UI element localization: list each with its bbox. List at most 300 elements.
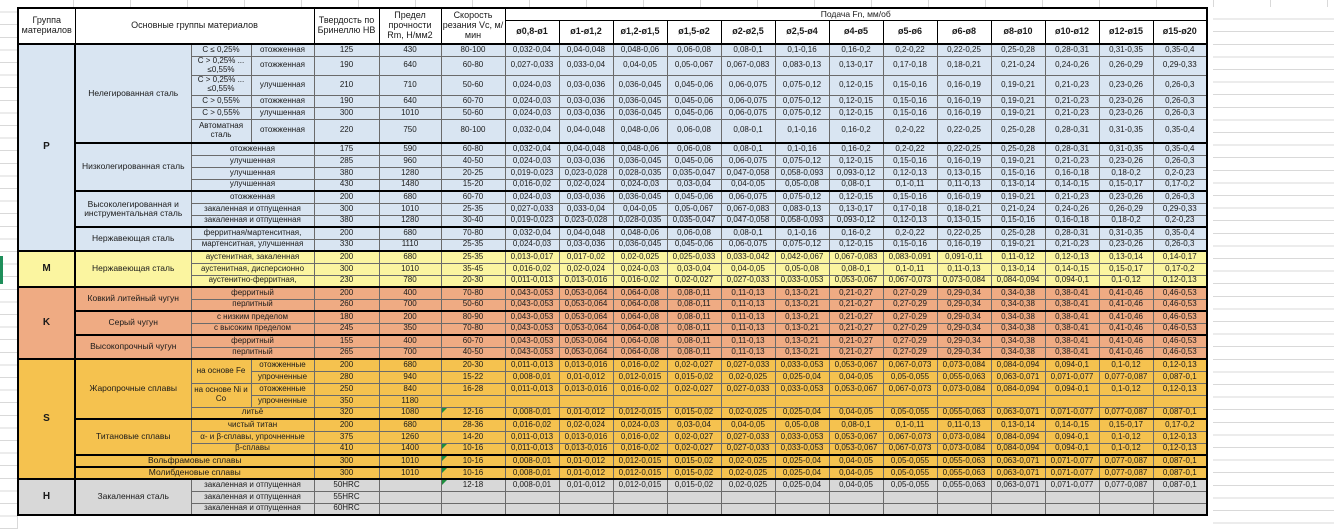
material-condition-cell[interactable]: ферритная/мартенситная,: [191, 227, 314, 239]
feed-cell[interactable]: [775, 395, 829, 407]
feed-cell[interactable]: 0,05-0,055: [883, 467, 937, 479]
feed-cell[interactable]: [559, 395, 613, 407]
feed-cell[interactable]: 0,067-0,083: [721, 203, 775, 215]
feed-cell[interactable]: [559, 503, 613, 515]
feed-cell[interactable]: 0,15-0,16: [883, 107, 937, 119]
feed-cell[interactable]: 0,21-0,24: [991, 56, 1045, 75]
feed-cell[interactable]: 0,08-0,1: [829, 419, 883, 431]
feed-cell[interactable]: 0,1-0,12: [1099, 443, 1153, 455]
material-condition-cell[interactable]: отожженные: [251, 359, 314, 371]
feed-cell[interactable]: 0,21-0,23: [1045, 191, 1099, 203]
group-letter-cell[interactable]: P: [18, 44, 75, 251]
feed-cell[interactable]: 0,12-0,15: [829, 191, 883, 203]
feed-cell[interactable]: 0,073-0,084: [937, 275, 991, 287]
feed-cell[interactable]: 0,26-0,29: [1099, 203, 1153, 215]
feed-cell[interactable]: 0,048-0,06: [613, 227, 667, 239]
feed-cell[interactable]: 0,08-0,11: [667, 299, 721, 311]
hardness-cell[interactable]: 200: [314, 359, 379, 371]
feed-cell[interactable]: 0,03-0,036: [559, 75, 613, 95]
feed-cell[interactable]: 0,036-0,045: [613, 95, 667, 107]
feed-cell[interactable]: 0,13-0,14: [991, 419, 1045, 431]
feed-cell[interactable]: [505, 503, 559, 515]
feed-cell[interactable]: 0,016-0,02: [613, 359, 667, 371]
feed-cell[interactable]: 0,043-0,053: [505, 335, 559, 347]
feed-cell[interactable]: 0,024-0,03: [613, 179, 667, 191]
feed-cell[interactable]: 0,29-0,34: [937, 311, 991, 323]
speed-cell[interactable]: 60-80: [441, 56, 505, 75]
feed-cell[interactable]: 0,073-0,084: [937, 383, 991, 395]
feed-cell[interactable]: 0,38-0,41: [1045, 311, 1099, 323]
feed-cell[interactable]: 0,08-0,11: [667, 347, 721, 359]
feed-cell[interactable]: 0,045-0,06: [667, 75, 721, 95]
feed-cell[interactable]: 0,04-0,05: [829, 467, 883, 479]
material-condition-cell[interactable]: улучшенная: [191, 155, 314, 167]
feed-cell[interactable]: 0,11-0,13: [721, 347, 775, 359]
feed-cell[interactable]: 0,048-0,06: [613, 44, 667, 56]
feed-cell[interactable]: 0,063-0,071: [991, 479, 1045, 491]
feed-cell[interactable]: 0,19-0,21: [991, 155, 1045, 167]
material-condition-cell[interactable]: ферритный: [191, 287, 314, 299]
feed-cell[interactable]: 0,19-0,21: [991, 95, 1045, 107]
feed-cell[interactable]: 0,35-0,4: [1153, 44, 1207, 56]
feed-cell[interactable]: 0,094-0,1: [1045, 431, 1099, 443]
feed-cell[interactable]: 0,027-0,033: [721, 431, 775, 443]
feed-cell[interactable]: 0,31-0,35: [1099, 119, 1153, 143]
feed-cell[interactable]: 0,13-0,21: [775, 335, 829, 347]
speed-cell[interactable]: 40-50: [441, 347, 505, 359]
hardness-cell[interactable]: 430: [314, 179, 379, 191]
feed-cell[interactable]: 0,087-0,1: [1153, 455, 1207, 467]
feed-cell[interactable]: 0,1-0,16: [775, 143, 829, 155]
feed-cell[interactable]: 0,02-0,024: [559, 419, 613, 431]
material-condition-cell[interactable]: отожженная: [251, 95, 314, 107]
feed-cell[interactable]: 0,15-0,17: [1099, 263, 1153, 275]
hardness-cell[interactable]: 200: [314, 227, 379, 239]
hardness-cell[interactable]: 300: [314, 455, 379, 467]
feed-cell[interactable]: 0,13-0,15: [937, 167, 991, 179]
feed-cell[interactable]: [613, 503, 667, 515]
feed-cell[interactable]: [667, 395, 721, 407]
feed-cell[interactable]: 0,05-0,055: [883, 479, 937, 491]
hardness-cell[interactable]: 190: [314, 95, 379, 107]
feed-cell[interactable]: 0,013-0,016: [559, 443, 613, 455]
feed-cell[interactable]: 0,06-0,08: [667, 227, 721, 239]
feed-cell[interactable]: 0,043-0,053: [505, 287, 559, 299]
speed-cell[interactable]: 80-100: [441, 44, 505, 56]
feed-cell[interactable]: 0,024-0,03: [505, 191, 559, 203]
material-group-cell[interactable]: Закаленная сталь: [75, 479, 191, 515]
feed-cell[interactable]: 0,1-0,11: [883, 419, 937, 431]
feed-cell[interactable]: 0,26-0,3: [1153, 107, 1207, 119]
feed-cell[interactable]: 0,027-0,033: [721, 275, 775, 287]
strength-cell[interactable]: 1010: [379, 203, 441, 215]
strength-cell[interactable]: 200: [379, 311, 441, 323]
material-condition-cell[interactable]: отожженная: [251, 56, 314, 75]
speed-cell[interactable]: 50-60: [441, 299, 505, 311]
material-group-cell[interactable]: Нержавеющая сталь: [75, 251, 191, 287]
feed-cell[interactable]: 0,053-0,067: [829, 431, 883, 443]
material-condition-cell[interactable]: закаленная и отпущенная: [191, 479, 314, 491]
feed-cell[interactable]: [937, 503, 991, 515]
feed-cell[interactable]: 0,063-0,071: [991, 467, 1045, 479]
feed-cell[interactable]: 0,15-0,17: [1099, 419, 1153, 431]
feed-cell[interactable]: 0,013-0,017: [505, 251, 559, 263]
feed-cell[interactable]: 0,05-0,067: [667, 203, 721, 215]
feed-cell[interactable]: 0,41-0,46: [1099, 335, 1153, 347]
group-letter-cell[interactable]: H: [18, 479, 75, 515]
feed-cell[interactable]: 0,38-0,41: [1045, 299, 1099, 311]
hardness-cell[interactable]: 260: [314, 299, 379, 311]
feed-cell[interactable]: 0,025-0,04: [775, 467, 829, 479]
strength-cell[interactable]: 1280: [379, 215, 441, 227]
feed-cell[interactable]: 0,1-0,12: [1099, 383, 1153, 395]
feed-cell[interactable]: 0,043-0,053: [505, 311, 559, 323]
feed-cell[interactable]: 0,064-0,08: [613, 287, 667, 299]
feed-cell[interactable]: 0,015-0,02: [667, 407, 721, 419]
material-condition-cell[interactable]: отожженная: [191, 191, 314, 203]
feed-cell[interactable]: 0,03-0,04: [667, 263, 721, 275]
feed-cell[interactable]: 0,15-0,16: [991, 215, 1045, 227]
feed-cell[interactable]: 0,1-0,11: [883, 263, 937, 275]
feed-cell[interactable]: 0,024-0,03: [613, 419, 667, 431]
feed-cell[interactable]: 0,064-0,08: [613, 299, 667, 311]
feed-cell[interactable]: 0,08-0,11: [667, 323, 721, 335]
feed-cell[interactable]: [829, 503, 883, 515]
feed-cell[interactable]: 0,38-0,41: [1045, 323, 1099, 335]
feed-cell[interactable]: [1045, 491, 1099, 503]
feed-cell[interactable]: 0,11-0,13: [721, 323, 775, 335]
hardness-cell[interactable]: 330: [314, 239, 379, 251]
group-letter-cell[interactable]: S: [18, 359, 75, 479]
feed-cell[interactable]: 0,087-0,1: [1153, 479, 1207, 491]
feed-cell[interactable]: 0,04-0,05: [721, 263, 775, 275]
feed-cell[interactable]: 0,15-0,16: [883, 75, 937, 95]
feed-cell[interactable]: [1153, 503, 1207, 515]
feed-cell[interactable]: 0,033-0,053: [775, 359, 829, 371]
feed-cell[interactable]: 0,11-0,13: [721, 299, 775, 311]
feed-cell[interactable]: 0,073-0,084: [937, 443, 991, 455]
feed-cell[interactable]: 0,011-0,013: [505, 383, 559, 395]
feed-diameter-column-header[interactable]: ø8-ø10: [991, 21, 1045, 45]
feed-cell[interactable]: 0,05-0,08: [775, 179, 829, 191]
speed-cell[interactable]: 30-40: [441, 215, 505, 227]
feed-cell[interactable]: 0,13-0,21: [775, 287, 829, 299]
feed-cell[interactable]: 0,027-0,033: [721, 359, 775, 371]
material-condition-cell[interactable]: перлитный: [191, 299, 314, 311]
speed-cell[interactable]: 20-30: [441, 275, 505, 287]
feed-cell[interactable]: 0,048-0,06: [613, 143, 667, 155]
feed-cell[interactable]: 0,46-0,53: [1153, 287, 1207, 299]
hardness-cell[interactable]: 55HRC: [314, 491, 379, 503]
feed-cell[interactable]: 0,12-0,13: [1153, 443, 1207, 455]
feed-cell[interactable]: 0,1-0,16: [775, 119, 829, 143]
feed-cell[interactable]: 0,011-0,013: [505, 359, 559, 371]
material-condition-cell[interactable]: отожженная: [191, 143, 314, 155]
feed-cell[interactable]: 0,21-0,24: [991, 203, 1045, 215]
feed-cell[interactable]: 0,22-0,25: [937, 119, 991, 143]
feed-cell[interactable]: 0,41-0,46: [1099, 311, 1153, 323]
feed-cell[interactable]: 0,21-0,27: [829, 299, 883, 311]
feed-cell[interactable]: 0,015-0,02: [667, 371, 721, 383]
feed-cell[interactable]: 0,12-0,15: [829, 239, 883, 251]
speed-cell[interactable]: 70-80: [441, 287, 505, 299]
feed-cell[interactable]: 0,053-0,064: [559, 335, 613, 347]
feed-cell[interactable]: 0,033-0,053: [775, 431, 829, 443]
feed-cell[interactable]: 0,29-0,34: [937, 347, 991, 359]
feed-cell[interactable]: 0,033-0,053: [775, 443, 829, 455]
feed-cell[interactable]: 0,04-0,05: [721, 419, 775, 431]
feed-cell[interactable]: 0,033-0,053: [775, 275, 829, 287]
feed-cell[interactable]: 0,1-0,11: [883, 179, 937, 191]
feed-cell[interactable]: 0,15-0,16: [883, 95, 937, 107]
feed-cell[interactable]: 0,067-0,083: [829, 251, 883, 263]
feed-cell[interactable]: 0,1-0,12: [1099, 275, 1153, 287]
feed-cell[interactable]: 0,087-0,1: [1153, 467, 1207, 479]
feed-cell[interactable]: 0,01-0,012: [559, 455, 613, 467]
feed-cell[interactable]: 0,35-0,4: [1153, 143, 1207, 155]
feed-cell[interactable]: 0,05-0,055: [883, 407, 937, 419]
feed-cell[interactable]: 0,35-0,4: [1153, 119, 1207, 143]
feed-cell[interactable]: 0,055-0,063: [937, 407, 991, 419]
speed-cell[interactable]: 10-16: [441, 467, 505, 479]
feed-cell[interactable]: 0,13-0,17: [829, 56, 883, 75]
feed-cell[interactable]: 0,21-0,23: [1045, 155, 1099, 167]
feed-cell[interactable]: 0,28-0,31: [1045, 119, 1099, 143]
feed-cell[interactable]: 0,13-0,17: [829, 203, 883, 215]
feed-cell[interactable]: [613, 395, 667, 407]
feed-cell[interactable]: 0,2-0,22: [883, 44, 937, 56]
feed-cell[interactable]: 0,46-0,53: [1153, 335, 1207, 347]
feed-cell[interactable]: 0,21-0,27: [829, 347, 883, 359]
strength-cell[interactable]: 680: [379, 419, 441, 431]
hardness-cell[interactable]: 380: [314, 215, 379, 227]
feed-cell[interactable]: 0,29-0,34: [937, 287, 991, 299]
feed-cell[interactable]: 0,41-0,46: [1099, 323, 1153, 335]
feed-cell[interactable]: 0,03-0,04: [667, 179, 721, 191]
feed-cell[interactable]: 0,019-0,023: [505, 167, 559, 179]
feed-cell[interactable]: 0,14-0,15: [1045, 419, 1099, 431]
feed-cell[interactable]: 0,032-0,04: [505, 44, 559, 56]
hardness-cell[interactable]: 300: [314, 467, 379, 479]
feed-cell[interactable]: 0,04-0,048: [559, 143, 613, 155]
speed-cell[interactable]: 20-30: [441, 359, 505, 371]
speed-cell[interactable]: 80-90: [441, 311, 505, 323]
feed-cell[interactable]: 0,35-0,4: [1153, 227, 1207, 239]
material-condition-cell[interactable]: улучшенная: [251, 107, 314, 119]
feed-cell[interactable]: 0,04-0,05: [829, 455, 883, 467]
feed-cell[interactable]: 0,18-0,2: [1099, 215, 1153, 227]
feed-cell[interactable]: 0,08-0,1: [721, 119, 775, 143]
hardness-cell[interactable]: 410: [314, 443, 379, 455]
feed-cell[interactable]: 0,12-0,13: [883, 215, 937, 227]
feed-cell[interactable]: [613, 491, 667, 503]
feed-cell[interactable]: 0,053-0,064: [559, 287, 613, 299]
feed-cell[interactable]: 0,46-0,53: [1153, 323, 1207, 335]
strength-cell[interactable]: 1480: [379, 179, 441, 191]
feed-cell[interactable]: 0,14-0,15: [1045, 179, 1099, 191]
feed-diameter-column-header[interactable]: ø15-ø20: [1153, 21, 1207, 45]
header-brinell-hardness[interactable]: Твердость по Бринеллю НВ: [314, 8, 379, 44]
feed-cell[interactable]: 0,1-0,16: [775, 227, 829, 239]
feed-cell[interactable]: [775, 503, 829, 515]
material-subtype-cell[interactable]: C > 0,55%: [191, 95, 251, 107]
strength-cell[interactable]: 1400: [379, 443, 441, 455]
feed-cell[interactable]: 0,05-0,067: [667, 56, 721, 75]
feed-cell[interactable]: 0,2-0,22: [883, 143, 937, 155]
feed-cell[interactable]: [559, 491, 613, 503]
feed-cell[interactable]: 0,017-0,02: [559, 251, 613, 263]
feed-cell[interactable]: 0,08-0,11: [667, 287, 721, 299]
feed-cell[interactable]: 0,25-0,28: [991, 44, 1045, 56]
feed-cell[interactable]: [991, 503, 1045, 515]
feed-cell[interactable]: [883, 503, 937, 515]
feed-cell[interactable]: 0,15-0,16: [991, 167, 1045, 179]
feed-cell[interactable]: 0,11-0,13: [937, 419, 991, 431]
feed-cell[interactable]: 0,071-0,077: [1045, 467, 1099, 479]
speed-cell[interactable]: 15-20: [441, 179, 505, 191]
feed-cell[interactable]: [667, 491, 721, 503]
feed-cell[interactable]: 0,024-0,03: [505, 95, 559, 107]
feed-cell[interactable]: 0,055-0,063: [937, 455, 991, 467]
feed-cell[interactable]: 0,043-0,053: [505, 323, 559, 335]
strength-cell[interactable]: 1180: [379, 395, 441, 407]
feed-cell[interactable]: 0,26-0,3: [1153, 75, 1207, 95]
speed-cell[interactable]: 50-60: [441, 107, 505, 119]
feed-cell[interactable]: 0,06-0,075: [721, 75, 775, 95]
feed-cell[interactable]: [667, 503, 721, 515]
feed-cell[interactable]: 0,064-0,08: [613, 311, 667, 323]
feed-cell[interactable]: 0,08-0,11: [667, 311, 721, 323]
feed-cell[interactable]: 0,27-0,29: [883, 347, 937, 359]
feed-cell[interactable]: 0,02-0,027: [667, 275, 721, 287]
feed-cell[interactable]: 0,06-0,075: [721, 107, 775, 119]
feed-cell[interactable]: 0,033-0,042: [721, 251, 775, 263]
feed-cell[interactable]: 0,035-0,047: [667, 167, 721, 179]
feed-cell[interactable]: 0,05-0,08: [775, 419, 829, 431]
feed-cell[interactable]: 0,15-0,16: [883, 155, 937, 167]
feed-cell[interactable]: 0,23-0,26: [1099, 95, 1153, 107]
strength-cell[interactable]: 940: [379, 371, 441, 383]
strength-cell[interactable]: 780: [379, 275, 441, 287]
feed-cell[interactable]: [829, 491, 883, 503]
feed-cell[interactable]: 0,12-0,13: [1153, 431, 1207, 443]
feed-cell[interactable]: 0,26-0,3: [1153, 95, 1207, 107]
feed-cell[interactable]: 0,21-0,23: [1045, 75, 1099, 95]
feed-cell[interactable]: 0,08-0,1: [721, 227, 775, 239]
header-material-group[interactable]: Группа материалов: [18, 8, 75, 44]
feed-cell[interactable]: 0,06-0,075: [721, 95, 775, 107]
strength-cell[interactable]: 1010: [379, 107, 441, 119]
feed-cell[interactable]: 0,12-0,13: [1153, 275, 1207, 287]
strength-cell[interactable]: [379, 503, 441, 515]
hardness-cell[interactable]: 210: [314, 75, 379, 95]
feed-cell[interactable]: 0,12-0,15: [829, 95, 883, 107]
feed-cell[interactable]: 0,16-0,19: [937, 191, 991, 203]
feed-diameter-column-header[interactable]: ø12-ø15: [1099, 21, 1153, 45]
feed-cell[interactable]: 0,34-0,38: [991, 347, 1045, 359]
feed-cell[interactable]: 0,067-0,073: [883, 443, 937, 455]
feed-cell[interactable]: 0,01-0,012: [559, 407, 613, 419]
feed-cell[interactable]: 0,29-0,33: [1153, 56, 1207, 75]
feed-cell[interactable]: 0,08-0,1: [829, 263, 883, 275]
strength-cell[interactable]: 710: [379, 75, 441, 95]
feed-cell[interactable]: 0,075-0,12: [775, 107, 829, 119]
feed-cell[interactable]: 0,11-0,13: [937, 263, 991, 275]
feed-cell[interactable]: 0,16-0,2: [829, 227, 883, 239]
feed-cell[interactable]: 0,23-0,26: [1099, 155, 1153, 167]
speed-cell[interactable]: 20-25: [441, 167, 505, 179]
feed-cell[interactable]: 0,084-0,094: [991, 443, 1045, 455]
feed-cell[interactable]: 0,06-0,075: [721, 191, 775, 203]
feed-cell[interactable]: 0,2-0,22: [883, 227, 937, 239]
feed-cell[interactable]: 0,048-0,06: [613, 119, 667, 143]
speed-cell[interactable]: 60-70: [441, 335, 505, 347]
material-condition-cell[interactable]: отожженная: [251, 119, 314, 143]
feed-cell[interactable]: 0,41-0,46: [1099, 287, 1153, 299]
feed-cell[interactable]: 0,008-0,01: [505, 371, 559, 383]
feed-cell[interactable]: 0,024-0,03: [505, 155, 559, 167]
feed-cell[interactable]: 0,17-0,18: [883, 203, 937, 215]
material-group-cell[interactable]: Титановые сплавы: [75, 419, 191, 455]
feed-cell[interactable]: 0,02-0,025: [721, 455, 775, 467]
feed-cell[interactable]: 0,013-0,016: [559, 431, 613, 443]
feed-cell[interactable]: 0,075-0,12: [775, 239, 829, 251]
feed-cell[interactable]: 0,34-0,38: [991, 311, 1045, 323]
feed-cell[interactable]: 0,28-0,31: [1045, 143, 1099, 155]
feed-cell[interactable]: 0,22-0,25: [937, 227, 991, 239]
feed-cell[interactable]: 0,04-0,05: [829, 479, 883, 491]
feed-cell[interactable]: 0,16-0,19: [937, 107, 991, 119]
feed-cell[interactable]: 0,34-0,38: [991, 299, 1045, 311]
feed-cell[interactable]: 0,091-0,11: [937, 251, 991, 263]
strength-cell[interactable]: 700: [379, 299, 441, 311]
feed-cell[interactable]: 0,008-0,01: [505, 407, 559, 419]
feed-cell[interactable]: 0,012-0,015: [613, 467, 667, 479]
feed-cell[interactable]: 0,03-0,04: [667, 419, 721, 431]
feed-cell[interactable]: 0,075-0,12: [775, 191, 829, 203]
hardness-cell[interactable]: 300: [314, 263, 379, 275]
feed-cell[interactable]: 0,12-0,13: [1153, 359, 1207, 371]
feed-cell[interactable]: [991, 395, 1045, 407]
feed-diameter-column-header[interactable]: ø1,2-ø1,5: [613, 21, 667, 45]
hardness-cell[interactable]: 375: [314, 431, 379, 443]
strength-cell[interactable]: 750: [379, 119, 441, 143]
material-subtype-cell[interactable]: C > 0,25% ... ≤0,55%: [191, 56, 251, 75]
feed-cell[interactable]: 0,012-0,015: [613, 479, 667, 491]
header-feed-title[interactable]: Подача Fn, мм/об: [505, 8, 1207, 21]
feed-cell[interactable]: 0,29-0,34: [937, 323, 991, 335]
feed-cell[interactable]: 0,11-0,12: [991, 251, 1045, 263]
feed-cell[interactable]: 0,17-0,18: [883, 56, 937, 75]
feed-cell[interactable]: 0,15-0,16: [883, 239, 937, 251]
feed-cell[interactable]: 0,1-0,16: [775, 44, 829, 56]
feed-cell[interactable]: 0,23-0,26: [1099, 75, 1153, 95]
feed-cell[interactable]: 0,08-0,1: [721, 143, 775, 155]
feed-cell[interactable]: 0,25-0,28: [991, 143, 1045, 155]
feed-cell[interactable]: 0,13-0,14: [991, 179, 1045, 191]
material-group-cell[interactable]: Серый чугун: [75, 311, 191, 335]
feed-cell[interactable]: 0,02-0,024: [559, 179, 613, 191]
hardness-cell[interactable]: 60HRC: [314, 503, 379, 515]
feed-cell[interactable]: [883, 491, 937, 503]
feed-cell[interactable]: 0,067-0,073: [883, 383, 937, 395]
feed-cell[interactable]: 0,05-0,055: [883, 455, 937, 467]
feed-cell[interactable]: 0,02-0,025: [721, 479, 775, 491]
feed-cell[interactable]: [1153, 491, 1207, 503]
material-group-cell[interactable]: Нелегированная сталь: [75, 44, 191, 143]
feed-cell[interactable]: 0,035-0,047: [667, 215, 721, 227]
feed-cell[interactable]: 0,012-0,015: [613, 371, 667, 383]
